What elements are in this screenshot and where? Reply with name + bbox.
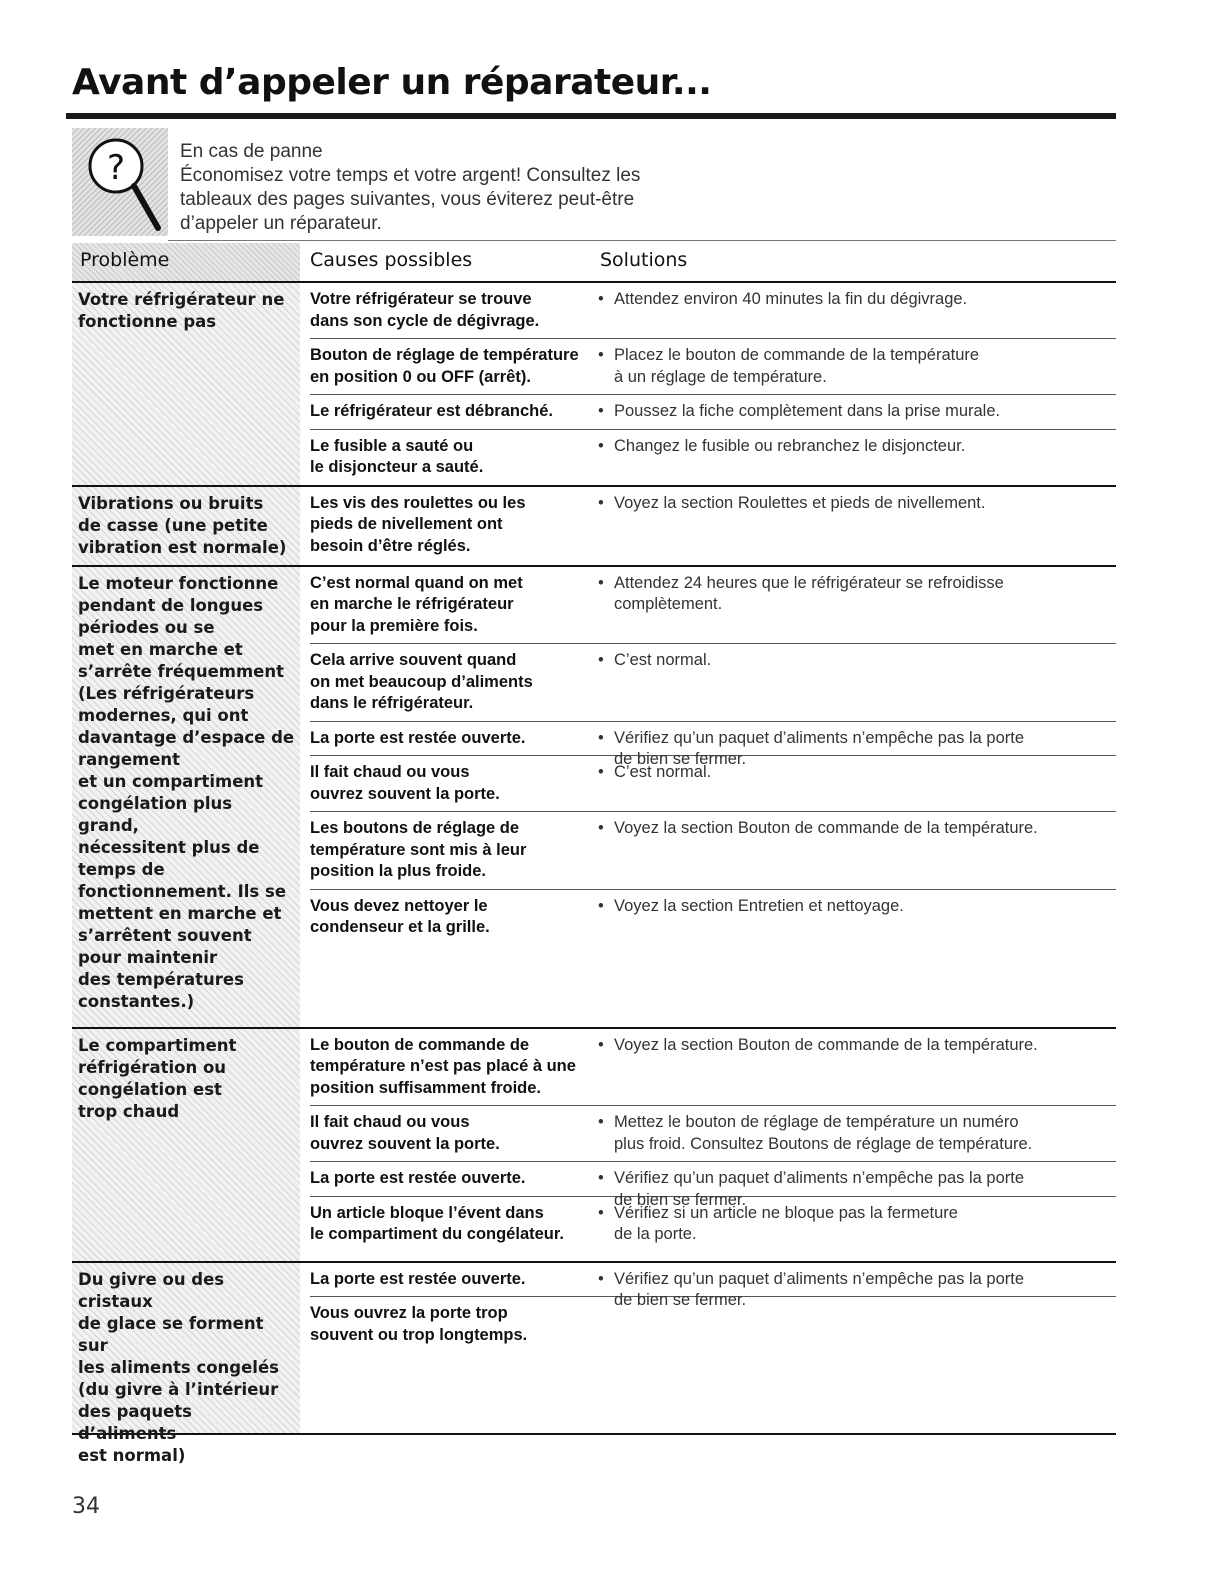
title-rule bbox=[66, 113, 1116, 119]
solution-text: Voyez la section Roulettes et pieds de nivellement. bbox=[614, 493, 986, 512]
bullet-icon: • bbox=[598, 651, 604, 669]
solution-text: Voyez la section Entretien et nettoyage. bbox=[614, 896, 904, 915]
bullet-icon: • bbox=[598, 402, 604, 420]
bullet-icon: • bbox=[598, 728, 604, 747]
cause-rows bbox=[310, 567, 1116, 945]
solution-text: Poussez la fiche complètement dans la prise murale. bbox=[614, 402, 1001, 420]
problem-group bbox=[72, 487, 1116, 567]
cause-rows bbox=[310, 283, 1116, 485]
cause-text: Bouton de réglage de température en position 0 ou OFF (arrêt). bbox=[310, 346, 579, 386]
solution-cell bbox=[598, 289, 1108, 311]
intro-rule bbox=[168, 240, 1116, 241]
bullet-icon: • bbox=[598, 819, 604, 837]
cause-text: Les vis des roulettes ou les pieds de nivellement ont besoin d’être réglés. bbox=[310, 493, 526, 555]
solution-text: Attendez environ 40 minutes la fin du dégivrage. bbox=[614, 290, 968, 308]
cause-text: Vous ouvrez la porte trop souvent ou trop longtemps. bbox=[310, 1304, 528, 1344]
page-number: 34 bbox=[72, 1494, 100, 1519]
intro-line: d’appeler un réparateur. bbox=[180, 213, 382, 234]
problem-cell bbox=[72, 1029, 300, 1261]
cause-text: Le bouton de commande de température n’est pas placé à une position suffisamment froide. bbox=[310, 1035, 576, 1097]
table-row bbox=[310, 283, 1116, 339]
solution-cell bbox=[598, 573, 1108, 616]
solution-cell bbox=[598, 762, 1108, 784]
solution-cell bbox=[598, 1035, 1108, 1057]
cause-text: La porte est restée ouverte. bbox=[310, 728, 526, 747]
cause-rows bbox=[310, 1029, 1116, 1252]
problem-cell bbox=[72, 487, 300, 565]
solution-text: Vérifiez qu’un paquet d’aliments n’empêche pas la porte de bien se fermer. bbox=[614, 1269, 1025, 1309]
bullet-icon: • bbox=[598, 346, 604, 364]
problem-text: Le compartiment réfrigération ou congélation est trop chaud bbox=[78, 1035, 237, 1121]
page-title: Avant d’appeler un réparateur... bbox=[72, 62, 712, 103]
bullet-icon: • bbox=[598, 763, 604, 781]
cause-text: Vous devez nettoyer le condenseur et la grille. bbox=[310, 896, 490, 936]
cause-text: Le fusible a sauté ou le disjoncteur a sauté. bbox=[310, 436, 484, 476]
problem-group bbox=[72, 283, 1116, 487]
cause-text: Les boutons de réglage de température sont mis à leur position la plus froide. bbox=[310, 819, 527, 880]
table-row bbox=[310, 756, 1116, 812]
cause-text: La porte est restée ouverte. bbox=[310, 1169, 526, 1187]
bullet-icon: • bbox=[598, 573, 604, 592]
bullet-icon: • bbox=[598, 1169, 604, 1187]
header-causes: Causes possibles bbox=[310, 249, 473, 271]
bullet-icon: • bbox=[598, 436, 604, 455]
table-row bbox=[310, 339, 1116, 395]
intro-line: Économisez votre temps et votre argent! Consultez les bbox=[180, 165, 641, 186]
solution-cell bbox=[598, 896, 1108, 918]
bullet-icon: • bbox=[598, 290, 604, 308]
solution-cell bbox=[598, 401, 1108, 423]
problem-group bbox=[72, 1029, 1116, 1263]
cause-text: Il fait chaud ou vous ouvrez souvent la porte. bbox=[310, 763, 500, 803]
troubleshooting-table bbox=[72, 243, 1116, 1465]
cause-text: Le réfrigérateur est débranché. bbox=[310, 402, 554, 420]
intro-line: En cas de panne bbox=[180, 141, 323, 162]
cause-text: Cela arrive souvent quand on met beaucoup d’aliments dans le réfrigérateur. bbox=[310, 651, 533, 712]
table-row bbox=[310, 812, 1116, 890]
table-row bbox=[310, 1029, 1116, 1107]
solution-cell bbox=[598, 436, 1108, 458]
solution-text: Placez le bouton de commande de la température à un réglage de température. bbox=[614, 346, 980, 386]
intro-text bbox=[180, 140, 640, 236]
solution-text: C’est normal. bbox=[614, 651, 712, 669]
table-row bbox=[310, 890, 1116, 945]
table-row bbox=[310, 395, 1116, 430]
cause-text: Il fait chaud ou vous ouvrez souvent la porte. bbox=[310, 1113, 500, 1153]
table-row bbox=[310, 1162, 1116, 1209]
solution-text: Voyez la section Bouton de commande de la température. bbox=[614, 819, 1038, 837]
table-header bbox=[72, 243, 1116, 283]
table-body bbox=[72, 283, 1116, 1465]
header-solutions: Solutions bbox=[600, 249, 688, 271]
table-row bbox=[310, 1297, 1116, 1352]
cause-text: C’est normal quand on met en marche le réfrigérateur pour la première fois. bbox=[310, 573, 523, 635]
solution-text: Vérifiez si un article ne bloque pas la fermeture de la porte. bbox=[614, 1203, 958, 1243]
bullet-icon: • bbox=[598, 1203, 604, 1222]
table-row bbox=[310, 1263, 1116, 1309]
solution-cell bbox=[598, 1112, 1108, 1155]
solution-cell bbox=[598, 345, 1108, 388]
intro-box bbox=[72, 128, 1116, 240]
problem-group bbox=[72, 1263, 1116, 1465]
table-row bbox=[310, 722, 1116, 768]
table-row bbox=[310, 487, 1116, 564]
header-problem-label: Problème bbox=[80, 249, 170, 271]
solution-cell bbox=[598, 650, 1108, 672]
solution-text: C’est normal. bbox=[614, 763, 712, 781]
solution-text: Attendez 24 heures que le réfrigérateur se refroidisse complètement. bbox=[614, 573, 1004, 613]
solution-text: Voyez la section Bouton de commande de la température. bbox=[614, 1035, 1038, 1054]
problem-text: Vibrations ou bruits de casse (une petite vibration est normale) bbox=[78, 493, 287, 557]
cause-rows bbox=[310, 1263, 1116, 1353]
solution-text: Vérifiez qu’un paquet d’aliments n’empêche pas la porte de bien se fermer. bbox=[614, 1169, 1025, 1209]
svg-text:?: ? bbox=[106, 148, 126, 188]
solution-text: Changez le fusible ou rebranchez le disjoncteur. bbox=[614, 436, 966, 455]
bullet-icon: • bbox=[598, 896, 604, 915]
problem-cell bbox=[72, 1263, 300, 1465]
intro-line: tableaux des pages suivantes, vous éviterez peut-être bbox=[180, 189, 635, 210]
question-magnifier-icon bbox=[72, 128, 168, 236]
table-row bbox=[310, 430, 1116, 485]
problem-cell bbox=[72, 283, 300, 485]
problem-text: Le moteur fonctionne pendant de longues périodes ou se met en marche et s’arrête fréquemment (Les réfrigérateurs modernes, qui ont davantage d’espace de rangement et un compartiment congélation plus grand, nécessitent plus de temps de fonctionnement. Ils se mettent en marche et s’arrêtent souvent pour maintenir des températures constantes.) bbox=[78, 573, 295, 1011]
table-row bbox=[310, 1197, 1116, 1252]
problem-cell bbox=[72, 567, 300, 1027]
bullet-icon: • bbox=[598, 493, 604, 512]
problem-text: Du givre ou des cristaux de glace se forment sur les aliments congelés (du givre à l’intérieur des paquets d’aliments est normal) bbox=[78, 1269, 279, 1465]
cause-text: Votre réfrigérateur se trouve dans son cycle de dégivrage. bbox=[310, 290, 540, 330]
table-row bbox=[310, 644, 1116, 722]
table-row bbox=[310, 1106, 1116, 1162]
bullet-icon: • bbox=[598, 1269, 604, 1288]
cause-text: La porte est restée ouverte. bbox=[310, 1269, 526, 1288]
solution-cell bbox=[598, 1203, 1108, 1246]
solution-cell bbox=[598, 493, 1108, 515]
problem-text: Votre réfrigérateur ne fonctionne pas bbox=[78, 290, 285, 331]
cause-text: Un article bloque l’évent dans le compartiment du congélateur. bbox=[310, 1203, 564, 1243]
table-row bbox=[310, 567, 1116, 645]
problem-group bbox=[72, 567, 1116, 1029]
header-problem bbox=[72, 243, 300, 281]
bullet-icon: • bbox=[598, 1113, 604, 1131]
solution-cell bbox=[598, 818, 1108, 840]
solution-text: Mettez le bouton de réglage de température un numéro plus froid. Consultez Boutons de réglage de température. bbox=[614, 1113, 1033, 1153]
solution-text: Vérifiez qu’un paquet d’aliments n’empêche pas la porte de bien se fermer. bbox=[614, 728, 1025, 768]
bullet-icon: • bbox=[598, 1035, 604, 1054]
cause-rows bbox=[310, 487, 1116, 564]
